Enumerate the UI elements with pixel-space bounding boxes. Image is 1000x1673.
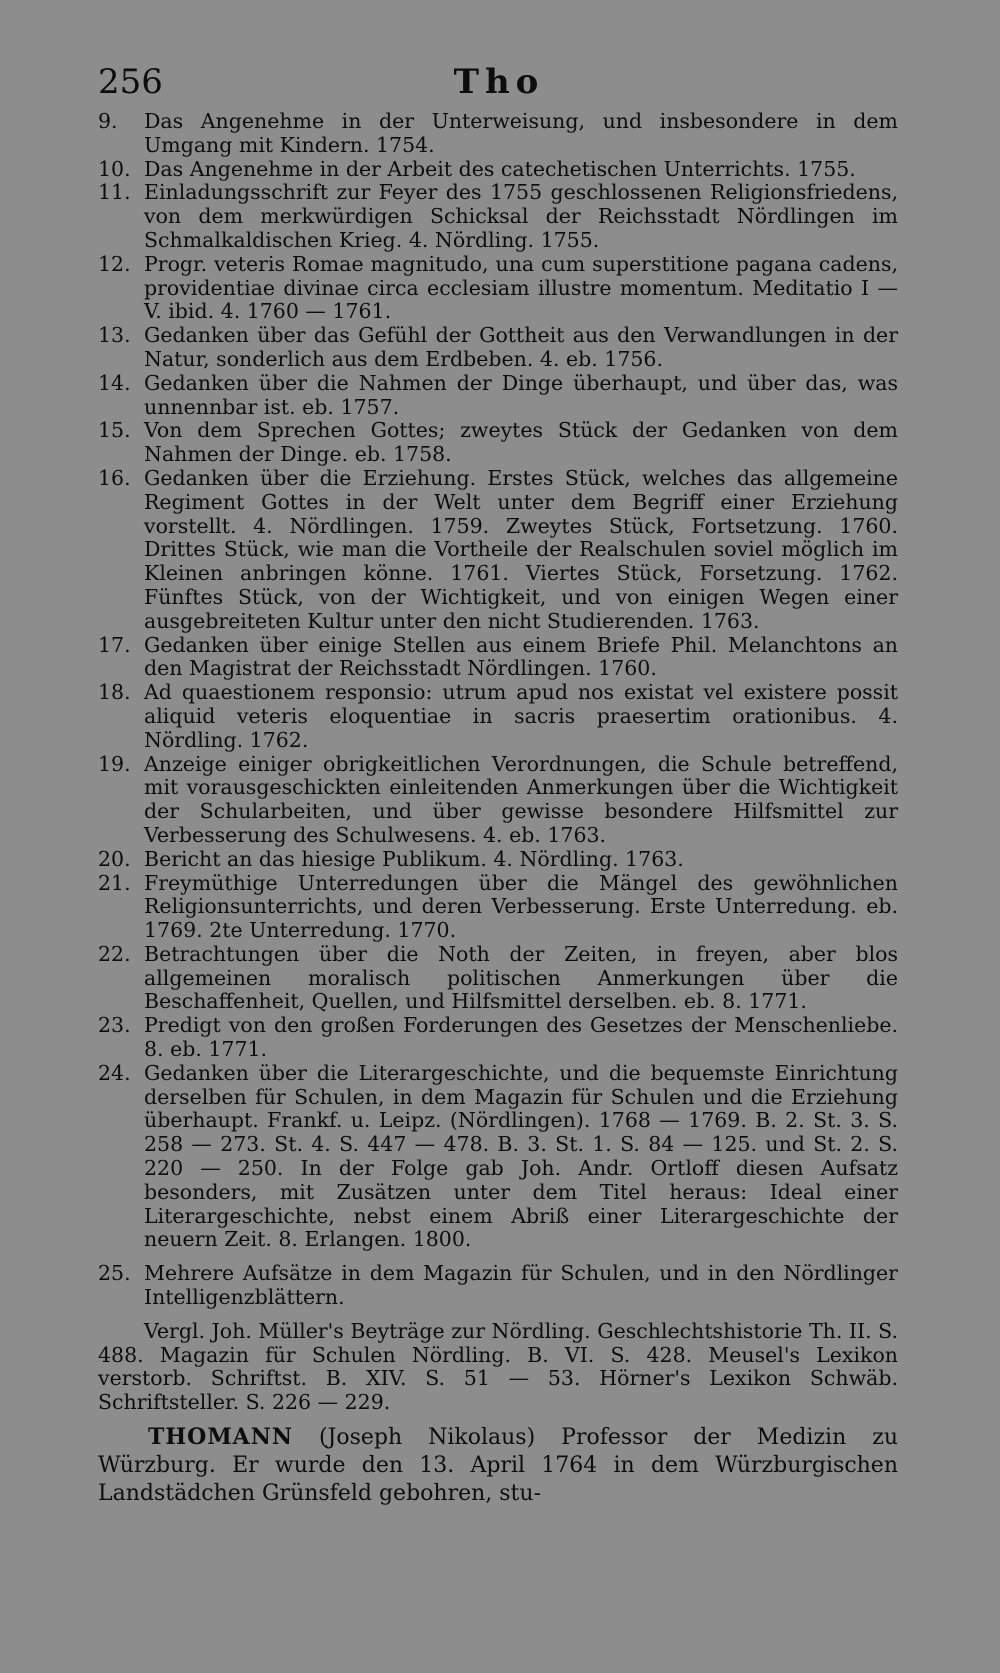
entry-number: 14. — [98, 370, 131, 395]
entry-number: 12. — [98, 251, 131, 276]
entry-text: Gedanken über die Erziehung. Erstes Stück, welches das allgemeine Regiment Gottes in der Welt unter dem Begriff einer Erziehung vorstellt. 4. Nördlingen. 1759. Zweytes Stück, Fortsetzung. 1760. Drittes Stück, wie man die Vortheile der Realschulen soviel möglich im Kleinen anbringen könne. 1761. Viertes Stück, Forsetzung. 1762. Fünftes Stück, von der Wichtigkeit, und von einigen Wegen einer ausgebreiteten Kultur unter den nicht Studierenden. 1763. — [144, 465, 898, 633]
entry-text: Anzeige einiger obrigkeitlichen Verordnungen, die Schule betreffend, mit vorausgeschickten einleitenden Anmerkungen über die Wichtigkeit der Schularbeiten, und über gewisse besondere Hilfsmittel zur Verbesserung des Schulwesens. 4. eb. 1763. — [144, 751, 898, 847]
entry-text: Freymüthige Unterredungen über die Mängel des gewöhnlichen Religionsunterrichts, und deren Verbesserung. Erste Unterredung. eb. 1769. 2te Unterredung. 1770. — [144, 870, 898, 943]
bibliography-entry — [98, 872, 898, 943]
entry-text: Mehrere Aufsätze in dem Magazin für Schulen, und in den Nördlinger Intelligenzblättern. — [144, 1261, 898, 1310]
entry-number: 10. — [98, 156, 131, 181]
entry-text: Das Angenehme in der Unterweisung, und insbesondere in dem Umgang mit Kindern. 1754. — [144, 109, 898, 157]
bibliography-entry — [98, 1014, 898, 1062]
entry-number: 17. — [98, 632, 131, 657]
page-number: 256 — [98, 62, 163, 102]
bibliography-entry — [98, 419, 898, 467]
entry-text: Gedanken über das Gefühl der Gottheit aus den Verwandlungen in der Natur, sonderlich aus dem Erdbeben. 4. eb. 1756. — [144, 323, 898, 371]
bibliography-entry — [98, 1062, 898, 1252]
new-article — [98, 1423, 898, 1508]
entry-text: Das Angenehme in der Arbeit des catechetischen Unterrichts. 1755. — [144, 156, 856, 181]
bibliography-entry — [98, 110, 898, 158]
page-body — [98, 110, 898, 1508]
entry-number: 21. — [98, 870, 131, 895]
entry-number: 19. — [98, 751, 131, 776]
entry-number: 16. — [98, 465, 131, 490]
bibliography-entry — [98, 848, 898, 872]
entry-number: 18. — [98, 680, 131, 705]
bibliography-entry — [98, 753, 898, 848]
bibliography-list — [98, 110, 898, 1310]
bibliography-entry — [98, 943, 898, 1014]
running-head: Tho — [453, 62, 545, 102]
entry-number: 9. — [98, 109, 118, 133]
bibliography-entry — [98, 324, 898, 372]
entry-text: Betrachtungen über die Noth der Zeiten, in freyen, aber blos allgemeinen moralisch politischen Anmerkungen über die Beschaffenheit, Quellen, und Hilfsmittel derselben. eb. 8. 1771. — [144, 941, 898, 1014]
bibliography-entry — [98, 181, 898, 252]
article-text: (Joseph Nikolaus) Professor der Medizin zu Würzburg. Er wurde den 13. April 1764 in dem Würzburgischen Landstädchen Grünsfeld gebohren, stu- — [98, 1425, 898, 1507]
bibliography-entry — [98, 467, 898, 634]
entry-text: Gedanken über die Literargeschichte, und die bequemste Einrichtung derselben für Schulen, in dem Magazin für Schulen und die Erziehung überhaupt. Frankf. u. Leipz. (Nördlingen). 1768 — 1769. B. 2. St. 3. S. 258 — 273. St. 4. S. 447 — 478. B. 3. St. 1. S. 84 — 125. und St. 2. S. 220 — 250. In der Folge gab Joh. Andr. Ortloff diesen Aufsatz besonders, mit Zusätzen unter dem Titel heraus: Ideal einer Literargeschichte, nebst einem Abriß einer Literargeschichte der neuern Zeit. 8. Erlangen. 1800. — [144, 1060, 898, 1252]
entry-number: 20. — [98, 846, 131, 871]
entry-number: 13. — [98, 323, 131, 348]
entry-text: Gedanken über einige Stellen aus einem Briefe Phil. Melanchtons an den Magistrat der Reichsstadt Nördlingen. 1760. — [144, 632, 898, 681]
page-header — [98, 62, 900, 106]
bibliography-entry — [98, 253, 898, 324]
article-headword: THOMANN — [148, 1424, 293, 1451]
entry-text: Von dem Sprechen Gottes; zweytes Stück der Gedanken von dem Nahmen der Dinge. eb. 1758. — [144, 418, 898, 467]
bibliography-entry — [98, 372, 898, 420]
entry-text: Predigt von den großen Forderungen des Gesetzes der Menschenliebe. 8. eb. 1771. — [144, 1013, 898, 1062]
entry-number: 15. — [98, 418, 131, 443]
entry-text: Gedanken über die Nahmen der Dinge überhaupt, und über das, was unnennbar ist. eb. 1757. — [144, 370, 898, 419]
bibliography-entry — [98, 158, 898, 182]
bibliography-entry — [98, 1262, 898, 1310]
entry-number: 22. — [98, 941, 131, 966]
references-paragraph: Vergl. Joh. Müller's Beyträge zur Nördling. Geschlechtshistorie Th. II. S. 488. Magazin für Schulen Nördling. B. VI. S. 428. Meusel's Lexikon verstorb. Schriftst. B. XIV. S. 51 — 53. Hörner's Lexikon Schwäb. Schriftsteller. S. 226 — 229. — [98, 1318, 898, 1415]
entry-text: Ad quaestionem responsio: utrum apud nos existat vel existere possit aliquid veteris eloquentiae in sacris praesertim orationibus. 4. Nördling. 1762. — [144, 680, 898, 752]
entry-text: Bericht an das hiesige Publikum. 4. Nördling. 1763. — [144, 846, 684, 871]
entry-number: 11. — [98, 180, 131, 205]
entry-number: 25. — [98, 1261, 131, 1286]
bibliography-entry — [98, 681, 898, 752]
entry-number: 24. — [98, 1060, 131, 1085]
entry-text: Einladungsschrift zur Feyer des 1755 geschlossenen Religionsfriedens, von dem merkwürdigen Schicksal der Reichsstadt Nördlingen im Schmalkaldischen Krieg. 4. Nördling. 1755. — [144, 180, 898, 252]
entry-text: Progr. veteris Romae magnitudo, una cum superstitione pagana cadens, providentiae divinae circa ecclesiam illustre momentum. Meditatio I — V. ibid. 4. 1760 — 1761. — [144, 251, 898, 324]
bibliography-entry — [98, 634, 898, 682]
entry-number: 23. — [98, 1013, 131, 1038]
